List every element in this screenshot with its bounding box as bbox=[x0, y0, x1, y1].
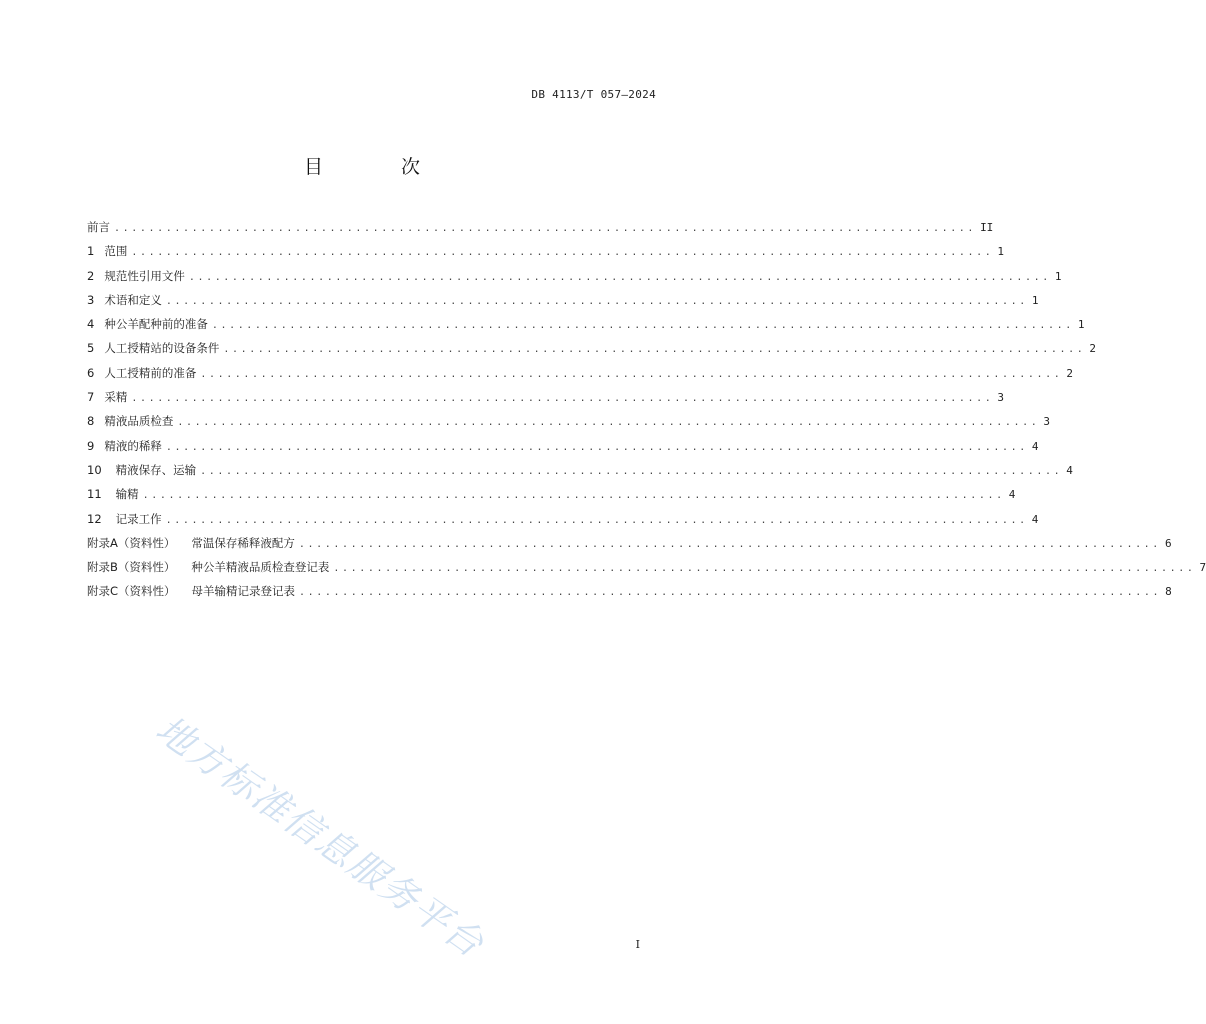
toc-entry-page: 1 bbox=[1077, 318, 1085, 332]
toc-leader-dots: .................................................................................................... bbox=[299, 587, 1162, 599]
toc-entry-number: 1 bbox=[87, 244, 95, 259]
toc-entry-1[interactable] bbox=[87, 243, 1005, 267]
toc-entry-page: 2 bbox=[1089, 342, 1097, 356]
toc-entry-label: 范围 bbox=[104, 244, 128, 259]
toc-entry-label: 精液品质检查 bbox=[104, 414, 174, 429]
toc-entry-9[interactable] bbox=[87, 438, 1039, 462]
toc-entry-label: 精液保存、运输 bbox=[115, 462, 197, 477]
toc-leader-dots: .................................................................................................... bbox=[131, 393, 994, 405]
toc-entry-page: 2 bbox=[1066, 366, 1074, 380]
toc-entry-number: 附录A（资料性） bbox=[87, 535, 176, 550]
toc-entry-page: 4 bbox=[1031, 439, 1039, 453]
toc-entry-page: 3 bbox=[997, 391, 1005, 405]
toc-entry-label: 种公羊配种前的准备 bbox=[104, 317, 208, 332]
toc-entry-page: 7 bbox=[1199, 561, 1206, 575]
toc-entry-number: 11 bbox=[87, 487, 102, 502]
toc-leader-dots: .................................................................................................... bbox=[200, 465, 1063, 477]
toc-entry-page: 6 bbox=[1164, 536, 1172, 550]
toc-entry-number: 附录C（资料性） bbox=[87, 584, 176, 599]
toc-entry-8[interactable] bbox=[87, 413, 1051, 437]
toc-entry-page: 4 bbox=[1031, 512, 1039, 526]
toc-entry-number: 3 bbox=[87, 292, 95, 307]
toc-entry-page: 1 bbox=[997, 245, 1005, 259]
toc-entry-label: 母羊输精记录登记表 bbox=[191, 584, 296, 599]
page-number: I bbox=[635, 938, 640, 951]
toc-entry-number: 7 bbox=[87, 390, 95, 405]
toc-entry-10[interactable] bbox=[87, 462, 1073, 486]
toc-entry-number: 附录B（资料性） bbox=[87, 560, 176, 575]
toc-leader-dots: .................................................................................................... bbox=[298, 538, 1161, 550]
toc-title: 目 次 bbox=[303, 156, 457, 178]
toc-entry-number: 10 bbox=[87, 462, 102, 477]
toc-leader-dots: .................................................................................................... bbox=[114, 223, 977, 234]
toc-entry-label: 常温保存稀释液配方 bbox=[191, 535, 295, 550]
toc-entry-7[interactable] bbox=[87, 389, 1005, 413]
toc-entry-label: 术语和定义 bbox=[104, 292, 162, 307]
toc-entry-page: 3 bbox=[1043, 415, 1051, 429]
toc-leader-dots: .................................................................................................... bbox=[211, 320, 1074, 332]
toc-entry-appendix-a[interactable] bbox=[87, 535, 1172, 559]
toc-leader-dots: .................................................................................................... bbox=[142, 490, 1005, 502]
toc-entry-label: 人工授精前的准备 bbox=[104, 365, 197, 380]
toc-entry-4[interactable] bbox=[87, 316, 1085, 340]
toc-entry-label: 前言 bbox=[87, 220, 110, 234]
toc-entry-label: 人工授精站的设备条件 bbox=[104, 341, 220, 356]
toc-leader-dots: .................................................................................................... bbox=[333, 563, 1196, 575]
toc-entry-label: 种公羊精液品质检查登记表 bbox=[191, 560, 330, 575]
toc-entry-foreword[interactable] bbox=[87, 219, 994, 243]
toc-entry-11[interactable] bbox=[87, 486, 1016, 510]
toc-entry-label: 精液的稀释 bbox=[104, 438, 162, 453]
toc-entry-appendix-b[interactable] bbox=[87, 559, 1206, 583]
toc-entry-12[interactable] bbox=[87, 511, 1039, 535]
table-of-contents bbox=[87, 219, 1206, 608]
toc-entry-6[interactable] bbox=[87, 365, 1074, 389]
toc-entry-number: 5 bbox=[87, 341, 95, 356]
toc-entry-page: 4 bbox=[1008, 488, 1016, 502]
toc-leader-dots: .................................................................................................... bbox=[165, 295, 1028, 307]
toc-entry-page: 8 bbox=[1165, 585, 1172, 599]
toc-entry-number: 6 bbox=[87, 365, 95, 380]
toc-leader-dots: .................................................................................................... bbox=[223, 344, 1086, 356]
toc-entry-3[interactable] bbox=[87, 292, 1039, 316]
toc-entry-page: 4 bbox=[1066, 463, 1073, 477]
toc-entry-number: 4 bbox=[87, 317, 95, 332]
toc-entry-number: 8 bbox=[87, 414, 95, 429]
toc-entry-number: 2 bbox=[87, 268, 95, 283]
document-code: DB 4113/T 057—2024 bbox=[531, 88, 656, 101]
toc-leader-dots: .................................................................................................... bbox=[200, 368, 1063, 380]
toc-entry-5[interactable] bbox=[87, 340, 1097, 364]
toc-entry-label: 规范性引用文件 bbox=[104, 268, 185, 283]
toc-entry-2[interactable] bbox=[87, 268, 1062, 292]
toc-entry-label: 采精 bbox=[104, 390, 128, 405]
watermark: 地方标准信息服务平台 bbox=[148, 707, 493, 967]
toc-leader-dots: .................................................................................................... bbox=[165, 441, 1028, 453]
toc-entry-page: 1 bbox=[1031, 293, 1039, 307]
toc-leader-dots: .................................................................................................... bbox=[177, 417, 1040, 429]
toc-entry-page: 1 bbox=[1054, 269, 1062, 283]
toc-leader-dots: .................................................................................................... bbox=[131, 247, 994, 259]
toc-entry-number: 12 bbox=[87, 511, 102, 526]
toc-entry-page: II bbox=[980, 221, 994, 234]
toc-entry-label: 记录工作 bbox=[115, 511, 162, 526]
toc-entry-appendix-c[interactable] bbox=[87, 583, 1172, 607]
toc-entry-number: 9 bbox=[87, 438, 95, 453]
toc-entry-label: 输精 bbox=[115, 487, 139, 502]
toc-leader-dots: .................................................................................................... bbox=[165, 514, 1028, 526]
toc-leader-dots: .................................................................................................... bbox=[188, 271, 1051, 283]
